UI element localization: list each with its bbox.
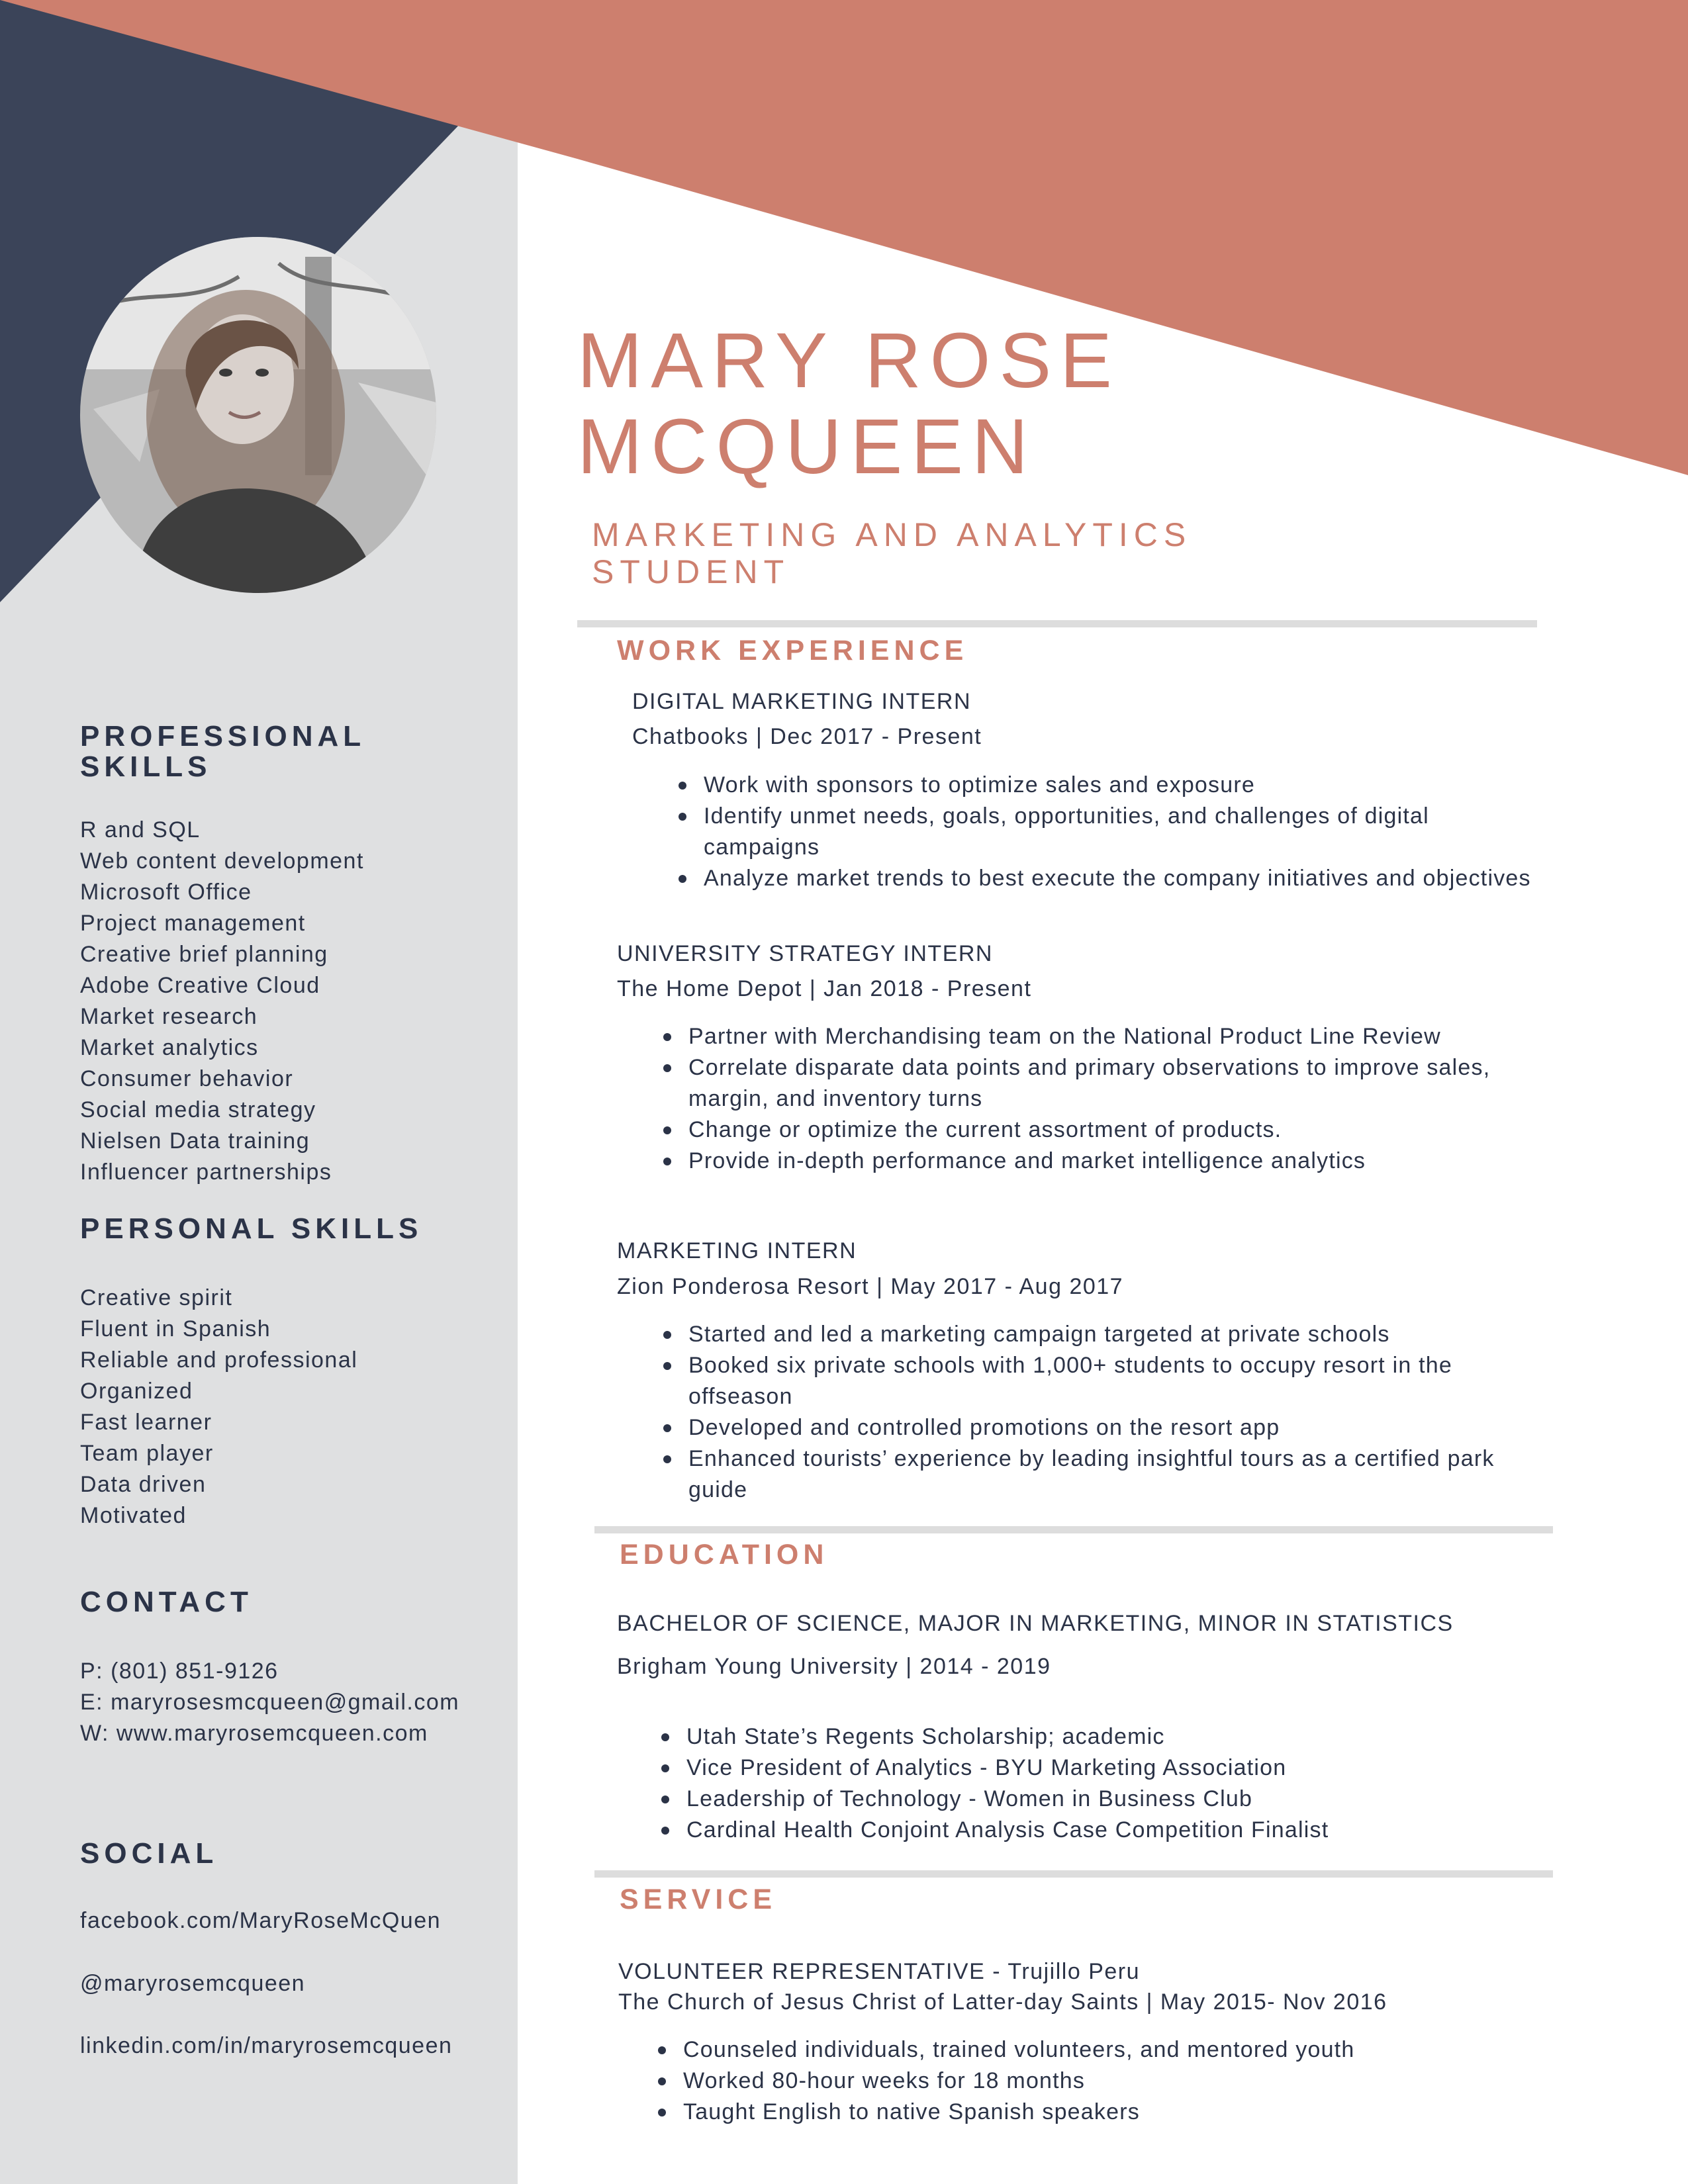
list-item: Fluent in Spanish: [80, 1316, 271, 1342]
personal-skills-heading: PERSONAL SKILLS: [80, 1212, 423, 1245]
contact-heading: CONTACT: [80, 1586, 253, 1618]
list-item: Analyze market trends to best execute the company initiatives and objectives: [671, 863, 1531, 894]
job-company: The Home Depot | Jan 2018 - Present: [617, 976, 1032, 1001]
list-item: Utah State’s Regents Scholarship; academic: [653, 1721, 1514, 1752]
profile-photo: [80, 237, 436, 593]
list-item: Social media strategy: [80, 1097, 316, 1122]
list-item: Started and led a marketing campaign targeted at private schools: [655, 1319, 1496, 1350]
service-bullets: [650, 2034, 1511, 2128]
contact-phone[interactable]: P: (801) 851-9126: [80, 1659, 279, 1684]
work-experience-heading: WORK EXPERIENCE: [617, 635, 968, 666]
list-item: R and SQL: [80, 817, 201, 842]
list-item: Work with sponsors to optimize sales and exposure: [671, 770, 1531, 801]
professional-skills-list: [80, 815, 364, 1188]
service-heading: SERVICE: [620, 1884, 776, 1915]
list-item: Reliable and professional: [80, 1347, 358, 1373]
list-item: Creative spirit: [80, 1285, 233, 1310]
list-item: Team player: [80, 1441, 214, 1466]
job-bullets: [655, 1319, 1496, 1506]
degree-title: BACHELOR OF SCIENCE, MAJOR IN MARKETING, MINOR IN STATISTICS: [617, 1611, 1454, 1636]
list-item: Booked six private schools with 1,000+ students to occupy resort in the offseason: [655, 1350, 1496, 1412]
job-title: DIGITAL MARKETING INTERN: [632, 689, 972, 714]
list-item: Data driven: [80, 1472, 207, 1497]
list-item: Market analytics: [80, 1035, 259, 1060]
list-item: Change or optimize the current assortment of products.: [655, 1115, 1496, 1146]
job-title: MARKETING INTERN: [617, 1238, 857, 1263]
job-company: Chatbooks | Dec 2017 - Present: [632, 724, 982, 749]
list-item: Developed and controlled promotions on the resort app: [655, 1412, 1496, 1443]
candidate-subtitle: [592, 516, 1386, 590]
list-item: Enhanced tourists’ experience by leading insightful tours as a certified park guide: [655, 1443, 1496, 1506]
list-item: Microsoft Office: [80, 880, 252, 905]
education-heading: EDUCATION: [620, 1539, 829, 1570]
social-handle[interactable]: @maryrosemcqueen: [80, 1971, 306, 1996]
divider: [594, 1526, 1553, 1533]
list-item: Correlate disparate data points and primary observations to improve sales, margin, and inventory turns: [655, 1052, 1496, 1115]
divider: [577, 620, 1537, 627]
list-item: Project management: [80, 911, 306, 936]
list-item: Motivated: [80, 1503, 187, 1528]
job-bullets: [655, 1021, 1496, 1177]
subtitle-line-2: STUDENT: [592, 553, 790, 590]
contact-website[interactable]: W: www.maryrosemcqueen.com: [80, 1721, 428, 1746]
list-item: Identify unmet needs, goals, opportunities, and challenges of digital campaigns: [671, 801, 1531, 863]
name-line-2: MCQUEEN: [577, 403, 1037, 490]
portrait-illustration: [80, 237, 436, 593]
professional-skills-heading: [80, 721, 365, 782]
school-info: Brigham Young University | 2014 - 2019: [617, 1654, 1051, 1679]
list-item: Fast learner: [80, 1410, 212, 1435]
list-item: Organized: [80, 1379, 193, 1404]
list-item: Taught English to native Spanish speakers: [650, 2097, 1511, 2128]
social-linkedin-link[interactable]: linkedin.com/in/maryrosemcqueen: [80, 2033, 453, 2058]
service-organization: The Church of Jesus Christ of Latter-day Saints | May 2015- Nov 2016: [618, 1989, 1387, 2015]
professional-heading-line-1: PROFESSIONAL: [80, 720, 366, 752]
list-item: Market research: [80, 1004, 258, 1029]
job-bullets: [671, 770, 1531, 894]
social-heading: SOCIAL: [80, 1837, 218, 1870]
personal-skills-list: [80, 1283, 357, 1531]
list-item: Creative brief planning: [80, 942, 328, 967]
list-item: Cardinal Health Conjoint Analysis Case Competition Finalist: [653, 1815, 1514, 1846]
social-facebook-link[interactable]: facebook.com/MaryRoseMcQuen: [80, 1908, 442, 1933]
list-item: Worked 80-hour weeks for 18 months: [650, 2066, 1511, 2097]
contact-email[interactable]: E: maryrosesmcqueen@gmail.com: [80, 1690, 460, 1715]
list-item: Leadership of Technology - Women in Business Club: [653, 1784, 1514, 1815]
list-item: Adobe Creative Cloud: [80, 973, 320, 998]
list-item: Counseled individuals, trained volunteers, and mentored youth: [650, 2034, 1511, 2066]
contact-list: [80, 1656, 459, 1749]
candidate-name: [577, 318, 1570, 490]
list-item: Influencer partnerships: [80, 1160, 332, 1185]
education-bullets: [653, 1721, 1514, 1846]
list-item: Vice President of Analytics - BYU Marketing Association: [653, 1752, 1514, 1784]
service-role: VOLUNTEER REPRESENTATIVE - Trujillo Peru: [618, 1959, 1141, 1984]
list-item: Consumer behavior: [80, 1066, 294, 1091]
subtitle-line-1: MARKETING AND ANALYTICS: [592, 516, 1192, 553]
divider: [594, 1870, 1553, 1878]
professional-heading-line-2: SKILLS: [80, 751, 212, 783]
list-item: Provide in-depth performance and market intelligence analytics: [655, 1146, 1496, 1177]
name-line-1: MARY ROSE: [577, 317, 1121, 404]
list-item: Web content development: [80, 848, 364, 874]
list-item: Nielsen Data training: [80, 1128, 310, 1154]
job-company: Zion Ponderosa Resort | May 2017 - Aug 2017: [617, 1274, 1124, 1299]
list-item: Partner with Merchandising team on the National Product Line Review: [655, 1021, 1496, 1052]
job-title: UNIVERSITY STRATEGY INTERN: [617, 941, 993, 966]
